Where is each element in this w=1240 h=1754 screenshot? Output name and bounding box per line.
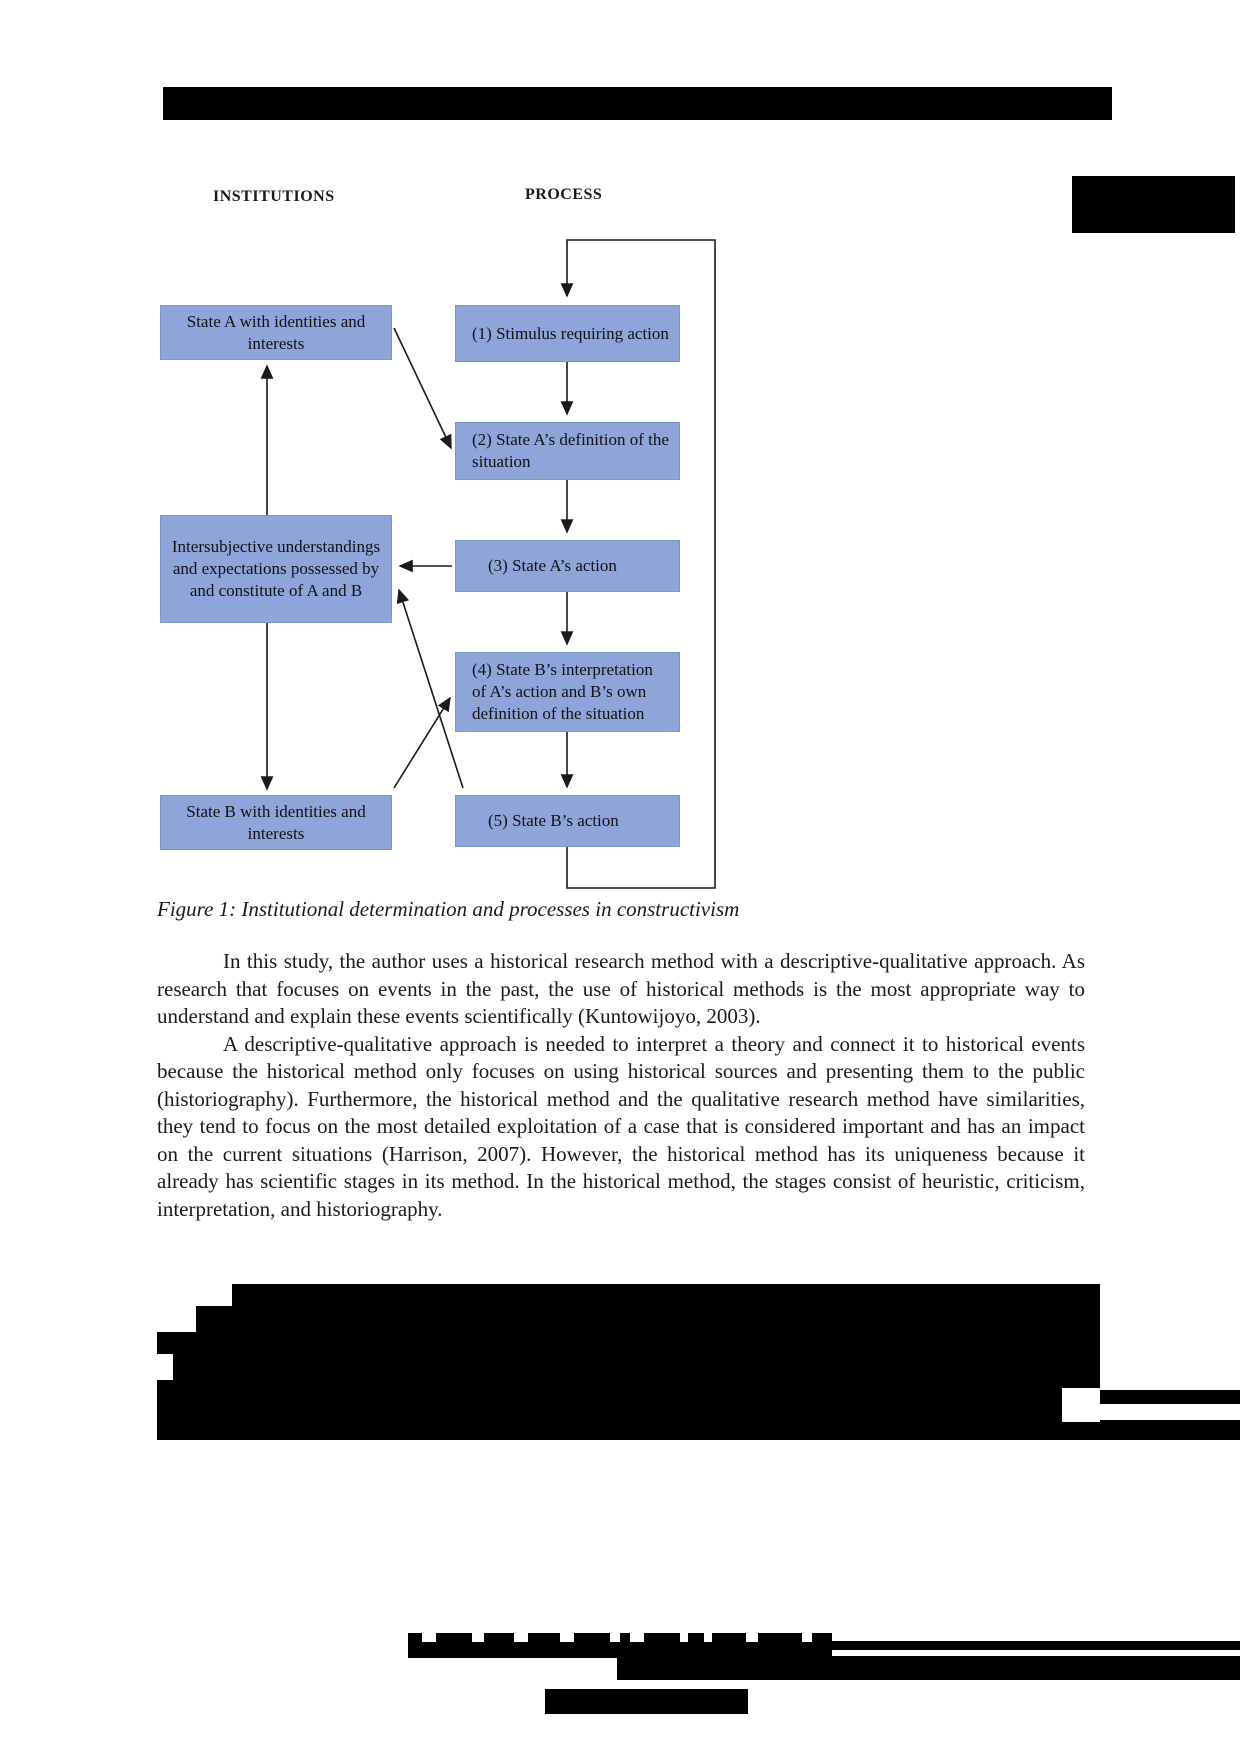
redaction-footer-small-box (545, 1689, 748, 1714)
body-paragraph-1: In this study, the author uses a historical research method with a descriptive-qualitative approach. As research that focuses on events in the past, the use of historical methods is the most appropriate way to understand and explain these events scientifically (Kuntowijoyo, 2003). (157, 949, 1085, 1028)
arrow-5-to-intersubjective (399, 590, 463, 788)
institution-box-intersubjective-label: Intersubjective understandings and expectations possessed by and constitute of A and B (171, 537, 381, 600)
process-box-5 (455, 795, 680, 847)
institution-box-state-b-label: State B with identities and interests (186, 801, 366, 843)
redaction-top-right-box (1072, 176, 1235, 233)
process-box-3 (455, 540, 680, 592)
redaction-footer-block (617, 1656, 1240, 1680)
figure-header-institutions: INSTITUTIONS (213, 188, 335, 205)
redaction-block-right-ext-2 (1100, 1420, 1240, 1440)
body-text (157, 948, 1085, 1223)
redaction-block-notch-left (157, 1354, 173, 1380)
redaction-top-bar (163, 87, 1112, 120)
redaction-block-right-ext-1 (1100, 1390, 1240, 1404)
arrow-state-a-to-2 (394, 328, 451, 448)
redaction-block-row-3 (157, 1332, 1100, 1440)
process-box-2 (455, 422, 680, 480)
process-box-5-label: (5) State B’s action (488, 811, 619, 830)
redaction-block-row-2 (196, 1306, 1100, 1334)
arrow-state-b-to-4 (394, 698, 450, 788)
process-box-3-label: (3) State A’s action (488, 556, 617, 575)
institution-box-intersubjective (160, 515, 392, 623)
institution-box-state-a-label: State A with identities and interests (186, 311, 366, 353)
process-box-4-label: (4) State B’s interpretation of A’s action and B’s own definition of the situation (472, 660, 653, 723)
process-box-2-label: (2) State A’s definition of the situation (472, 430, 669, 471)
institution-box-state-b (160, 795, 392, 850)
process-box-1 (455, 305, 680, 362)
process-box-4 (455, 652, 680, 732)
redaction-footer-thin-line (832, 1641, 1240, 1650)
figure-caption: Figure 1: Institutional determination and processes in constructivism (157, 897, 740, 921)
process-box-1-label: (1) Stimulus requiring action (472, 323, 669, 343)
body-paragraph-2: A descriptive-qualitative approach is needed to interpret a theory and connect it to historical events because the historical method only focuses on using historical sources and presenting them to the public (historiography). Furthermore, the historical method and the qualitative research method have similarities, they tend to focus on the most detailed exploitation of a case that is considered important and has an impact on the current situations (Harrison, 2007). However, the historical method has its uniqueness because it already has scientific stages in its method. In the historical method, the stages consist of heuristic, criticism, interpretation, and historiography. (157, 1031, 1085, 1221)
institution-box-state-a (160, 305, 392, 360)
figure-header-process: PROCESS (525, 186, 603, 203)
redaction-block-notch-right (1062, 1388, 1100, 1422)
